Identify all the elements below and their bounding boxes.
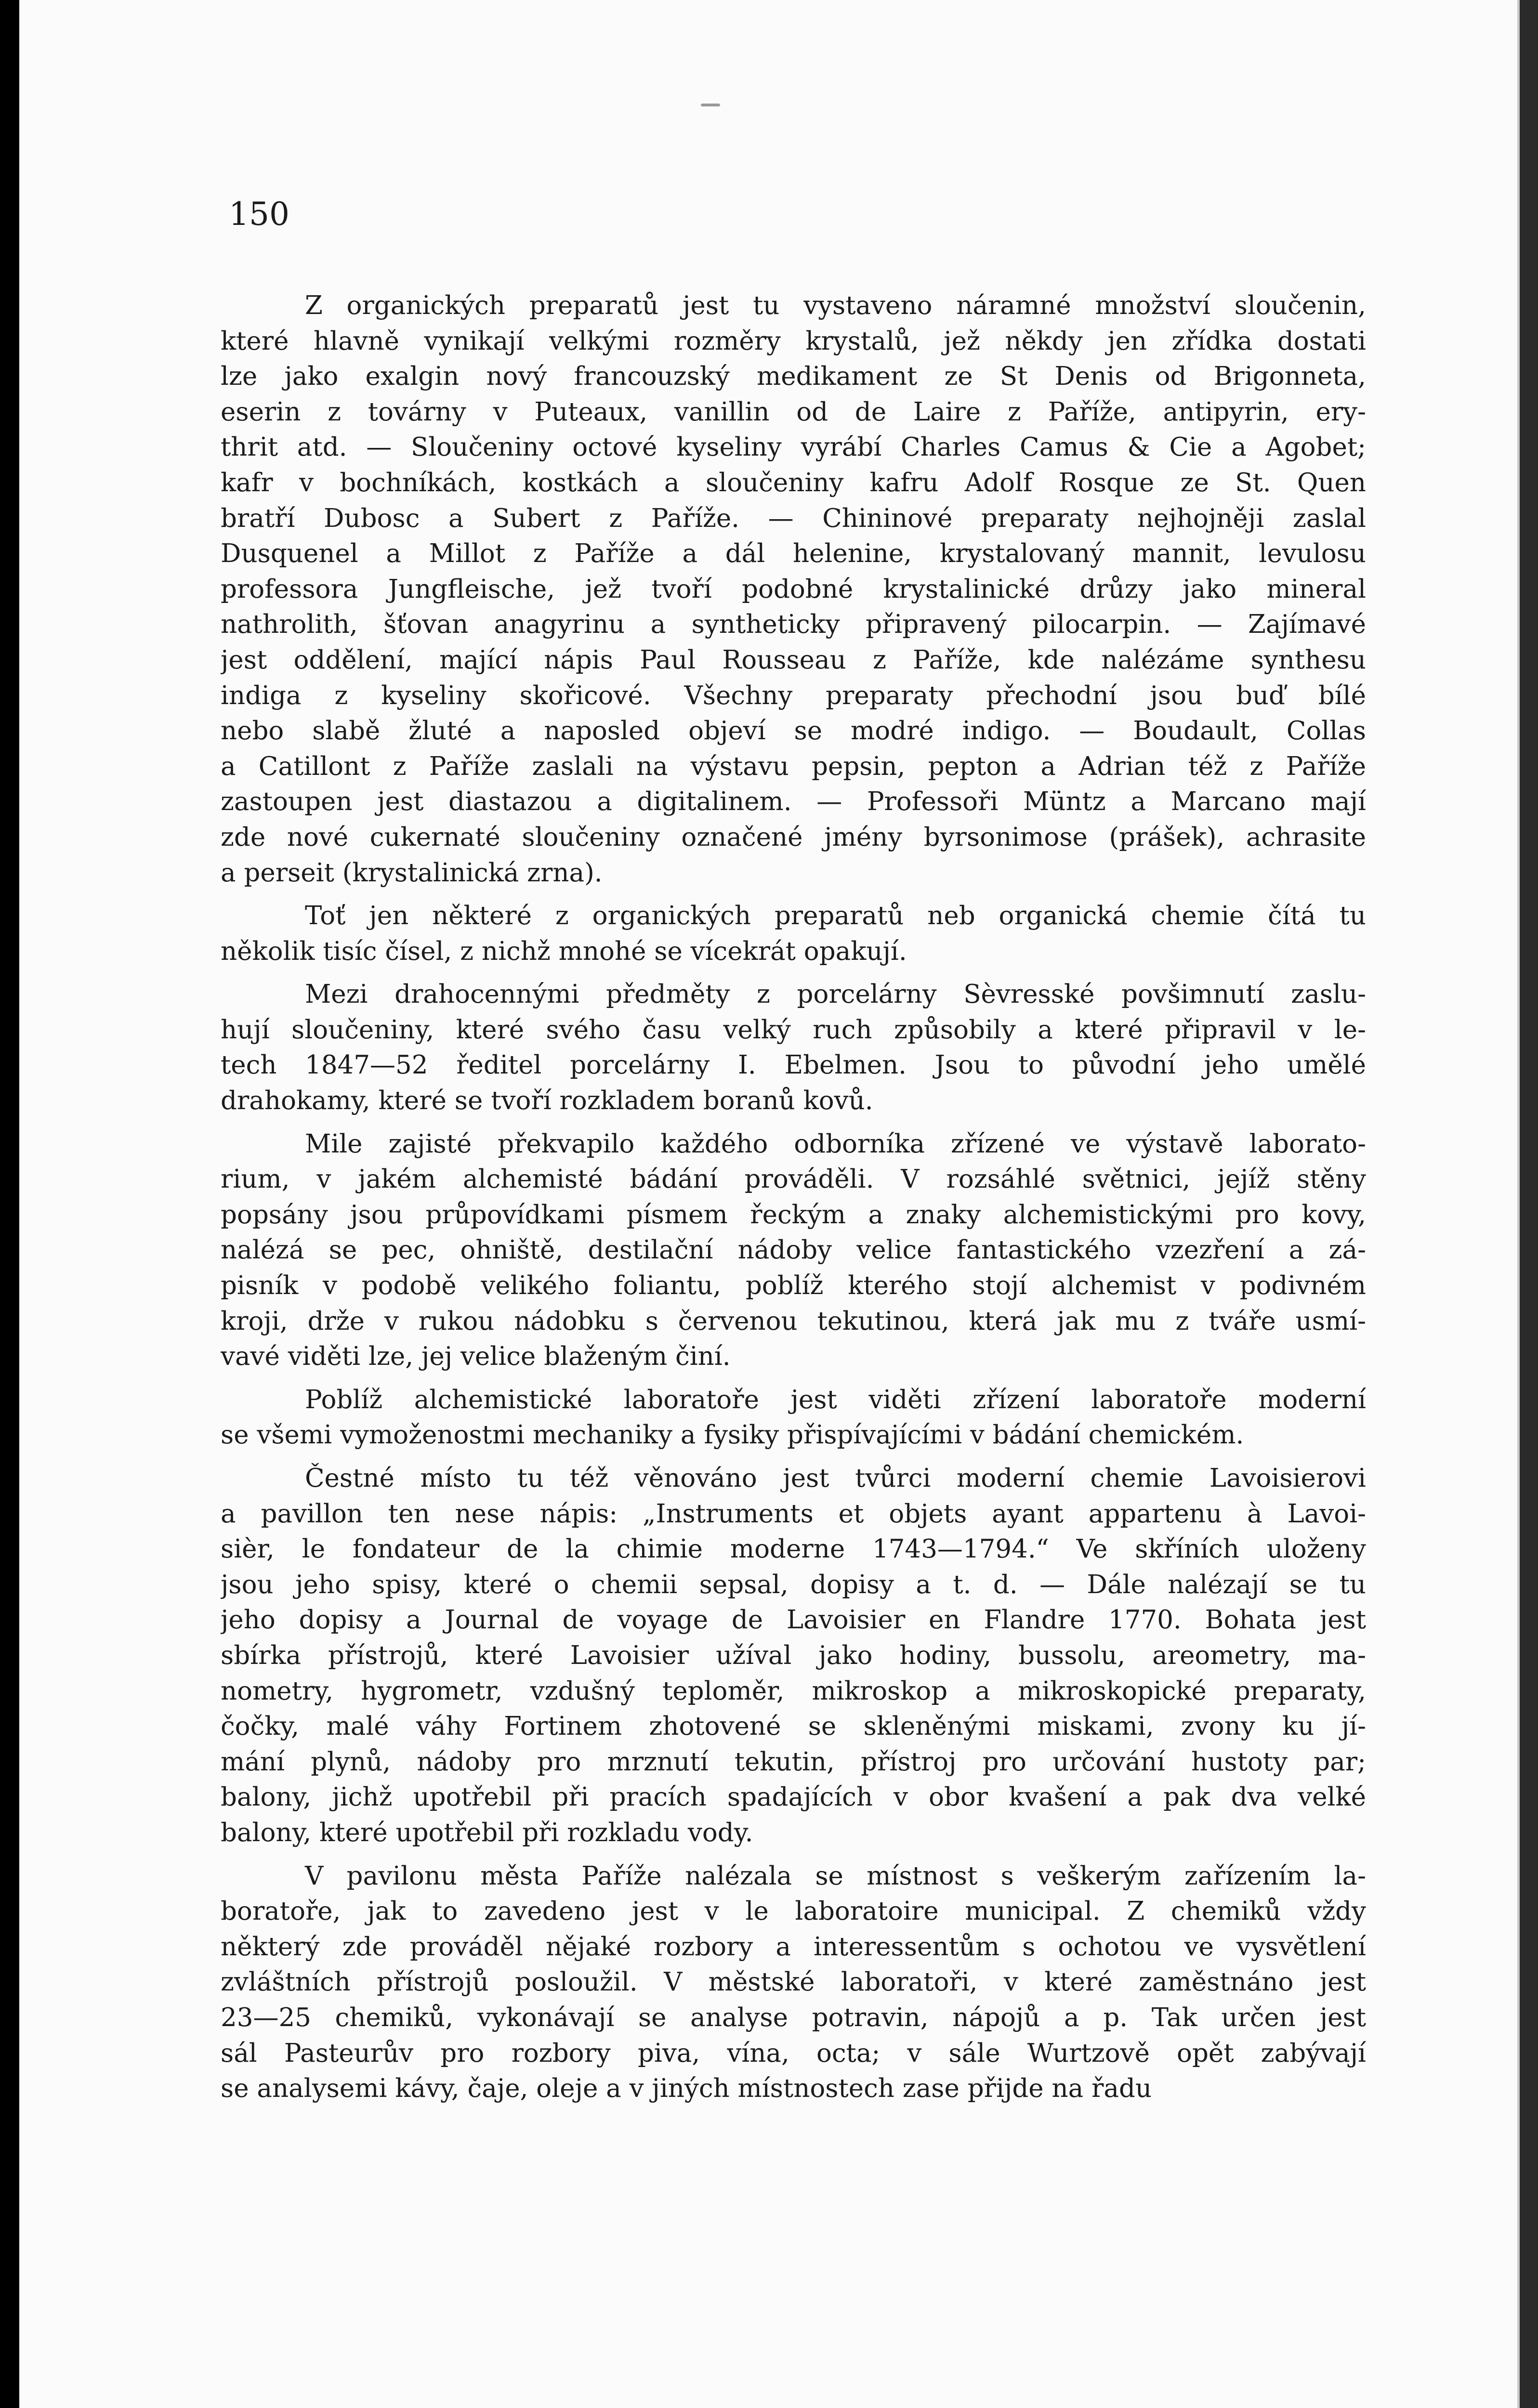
text-line: Poblíž alchemistické laboratoře jest viděti zřízení laboratoře moderní xyxy=(305,1385,1366,1414)
page-number: 150 xyxy=(229,196,289,233)
text-line: tech 1847—52 ředitel porcelárny I. Ebelmen. Jsou to původní jeho umělé xyxy=(221,1050,1366,1080)
text-line: V pavilonu města Paříže nalézala se místnost s veškerým zařízením la- xyxy=(305,1861,1366,1891)
text-line: vavé viděti lze, jej velice blaženým činí. xyxy=(221,1342,731,1372)
text-line: drahokamy, které se tvoří rozkladem boranů kovů. xyxy=(221,1086,873,1116)
text-line: nalézá se pec, ohniště, destilační nádoby velice fantastického vzezření a zá- xyxy=(221,1235,1366,1265)
text-line: mání plynů, nádoby pro mrznutí tekutin, přístroj pro určování hustoty par; xyxy=(221,1747,1366,1777)
paragraph xyxy=(221,977,1366,1118)
paragraph xyxy=(221,1382,1366,1453)
text-line: nathrolith, šťovan anagyrinu a syntheticky připravený pilocarpin. — Zajímavé xyxy=(221,610,1366,640)
paragraph xyxy=(221,288,1366,890)
paragraph xyxy=(221,1461,1366,1851)
text-line: kafr v bochníkách, kostkách a sloučeniny kafru Adolf Rosque ze St. Quen xyxy=(221,468,1366,497)
text-line: jeho dopisy a Journal de voyage de Lavoisier en Flandre 1770. Bohata jest xyxy=(221,1605,1366,1635)
text-line: se analysemi kávy, čaje, oleje a v jiných místnostech zase přijde na řadu xyxy=(221,2074,1152,2104)
text-line: boratoře, jak to zavedeno jest v le laboratoire municipal. Z chemiků vždy xyxy=(221,1897,1366,1926)
text-line: se všemi vymoženostmi mechaniky a fysiky přispívajícími v bádání chemickém. xyxy=(221,1420,1244,1450)
text-line: několik tisíc čísel, z nichž mnohé se vícekrát opakují. xyxy=(221,936,907,966)
text-line: zde nové cukernaté sloučeniny označené jmény byrsonimose (prášek), achrasite xyxy=(221,822,1366,852)
text-line: kroji, drže v rukou nádobku s červenou tekutinou, která jak mu z tváře usmí- xyxy=(221,1306,1366,1336)
text-line: balony, jichž upotřebil při pracích spadajících v obor kvašení a pak dva velké xyxy=(221,1782,1366,1812)
text-line: Z organických preparatů jest tu vystaveno náramné množství sloučenin, xyxy=(305,291,1366,320)
text-line: a pavillon ten nese nápis: „Instruments et objets ayant appartenu à Lavoi- xyxy=(221,1499,1366,1529)
text-line: které hlavně vynikají velkými rozměry krystalů, jež někdy jen zřídka dostati xyxy=(221,326,1366,356)
text-line: Čestné místo tu též věnováno jest tvůrci moderní chemie Lavoisierovi xyxy=(305,1464,1366,1493)
text-line: indiga z kyseliny skořicové. Všechny preparaty přechodní jsou buď bílé xyxy=(221,681,1366,710)
text-line: a perseit (krystalinická zrna). xyxy=(221,858,603,888)
text-line: bratří Dubosc a Subert z Paříže. — Chininové preparaty nejhojněji zaslal xyxy=(221,503,1366,533)
text-line: eserin z továrny v Puteaux, vanillin od de Laire z Paříže, antipyrin, ery- xyxy=(221,397,1366,427)
text-line: professora Jungfleische, jež tvoří podobné krystalinické drůzy jako mineral xyxy=(221,574,1366,604)
paragraph xyxy=(221,898,1366,969)
text-line: sál Pasteurův pro rozbory piva, vína, octa; v sále Wurtzově opět zabývají xyxy=(221,2038,1366,2068)
text-line: Toť jen některé z organických preparatů neb organická chemie čítá tu xyxy=(305,901,1366,931)
text-line: sièr, le fondateur de la chimie moderne 1743—1794.“ Ve skříních uloženy xyxy=(221,1534,1366,1564)
text-line: jest oddělení, mající nápis Paul Rousseau z Paříže, kde nalézáme synthesu xyxy=(221,645,1366,675)
text-line: čočky, malé váhy Fortinem zhotovené se skleněnými miskami, zvony ku jí- xyxy=(221,1712,1366,1741)
text-line: nebo slabě žluté a naposled objeví se modré indigo. — Boudault, Collas xyxy=(221,716,1366,746)
text-line: balony, které upotřebil při rozkladu vody. xyxy=(221,1818,753,1847)
scan-border xyxy=(1520,0,1538,2408)
text-line: nometry, hygrometr, vzdušný teploměr, mikroskop a mikroskopické preparaty, xyxy=(221,1676,1366,1706)
text-line: jsou jeho spisy, které o chemii sepsal, dopisy a t. d. — Dále nalézají se tu xyxy=(221,1570,1366,1599)
text-line: thrit atd. — Sloučeniny octové kyseliny vyrábí Charles Camus & Cie a Agobet; xyxy=(221,432,1366,462)
text-line: sbírka přístrojů, které Lavoisier užíval jako hodiny, bussolu, areometry, ma- xyxy=(221,1640,1366,1670)
text-line: pisník v podobě velikého foliantu, poblíž kterého stojí alchemist v podivném xyxy=(221,1271,1366,1301)
text-line: rium, v jakém alchemisté bádání prováděli. V rozsáhlé světnici, jejíž stěny xyxy=(221,1165,1366,1194)
text-line: Mile zajisté překvapilo každého odborníka zřízené ve výstavě laborato- xyxy=(305,1129,1366,1159)
scan-smudge xyxy=(701,104,720,106)
text-line: 23—25 chemiků, vykonávají se analyse potravin, nápojů a p. Tak určen jest xyxy=(221,2002,1366,2032)
text-line: zvláštních přístrojů posloužil. V městské laboratoři, v které zaměstnáno jest xyxy=(221,1967,1366,1997)
text-line: lze jako exalgin nový francouzský medikament ze St Denis od Brigonneta, xyxy=(221,362,1366,392)
text-line: zastoupen jest diastazou a digitalinem. — Professoři Müntz a Marcano mají xyxy=(221,787,1366,817)
text-line: popsány jsou průpovídkami písmem řeckým a znaky alchemistickými pro kovy, xyxy=(221,1200,1366,1230)
text-line: Mezi drahocennými předměty z porcelárny Sèvresské povšimnutí zaslu- xyxy=(305,980,1366,1009)
paragraph xyxy=(221,1858,1366,2107)
text-line: a Catillont z Paříže zaslali na výstavu pepsin, pepton a Adrian též z Paříže xyxy=(221,751,1366,781)
body-text xyxy=(221,288,1366,2114)
paragraph xyxy=(221,1126,1366,1374)
text-line: některý zde prováděl nějaké rozbory a interessentům s ochotou ve vysvětlení xyxy=(221,1932,1366,1962)
text-line: hují sloučeniny, které svého času velký ruch způsobily a které připravil v le- xyxy=(221,1015,1366,1045)
text-line: Dusquenel a Millot z Paříže a dál helenine, krystalovaný mannit, levulosu xyxy=(221,539,1366,569)
